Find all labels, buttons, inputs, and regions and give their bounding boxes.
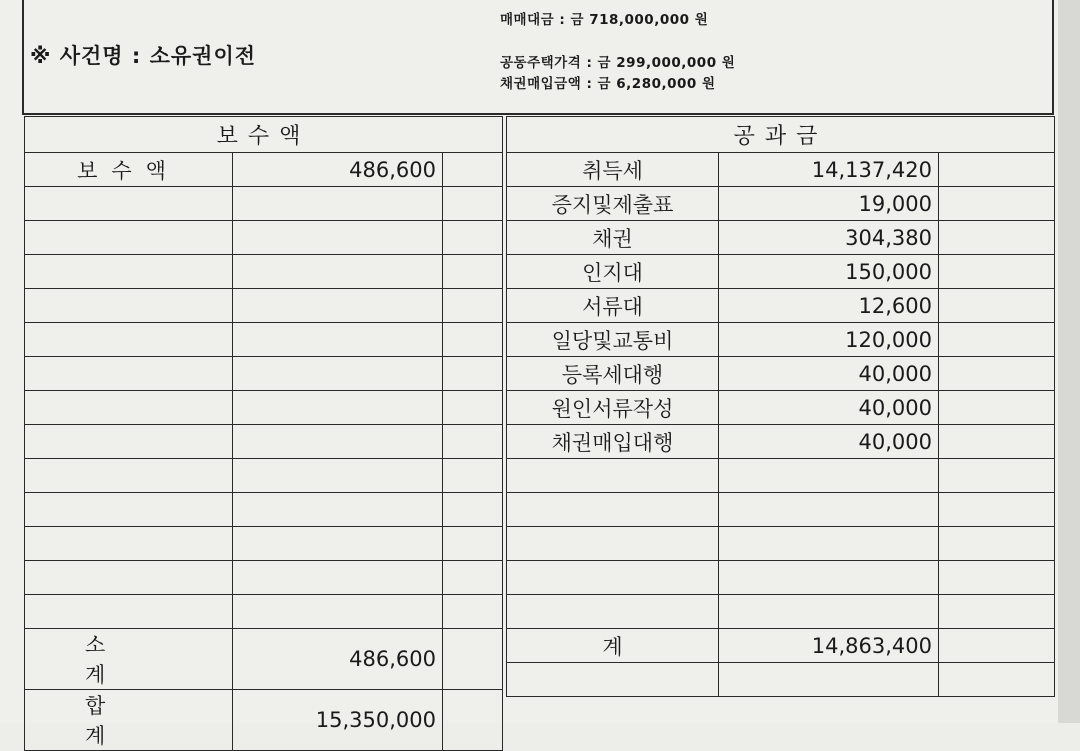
empty-cell	[25, 561, 233, 595]
table-row	[507, 187, 1055, 221]
table-row	[507, 221, 1055, 255]
tax-row-value: 12,600	[719, 289, 939, 323]
empty-cell	[719, 527, 939, 561]
tax-row-value: 40,000	[719, 391, 939, 425]
table-row	[25, 357, 503, 391]
table-row	[507, 561, 1055, 595]
tax-row-label: 취득세	[507, 153, 719, 187]
empty-cell	[443, 289, 503, 323]
grand-total-value: 15,350,000	[233, 690, 443, 751]
tax-row-label: 채권매입대행	[507, 425, 719, 459]
sale-price: 매매대금 : 금 718,000,000 원	[500, 12, 709, 28]
empty-cell	[939, 187, 1055, 221]
tax-row-label: 일당및교통비	[507, 323, 719, 357]
table-row	[25, 425, 503, 459]
table-row	[507, 663, 1055, 697]
empty-cell	[939, 663, 1055, 697]
empty-cell	[939, 493, 1055, 527]
table-row	[507, 255, 1055, 289]
empty-cell	[233, 391, 443, 425]
table-row	[25, 561, 503, 595]
empty-cell	[719, 561, 939, 595]
fee-table-title: 보수액	[25, 117, 503, 153]
empty-cell	[25, 459, 233, 493]
table-row	[25, 391, 503, 425]
empty-cell	[443, 255, 503, 289]
bond-amount: 채권매입금액 : 금 6,280,000 원	[500, 76, 716, 92]
empty-cell	[25, 255, 233, 289]
empty-cell	[443, 187, 503, 221]
empty-cell	[939, 153, 1055, 187]
empty-cell	[233, 493, 443, 527]
empty-cell	[719, 663, 939, 697]
empty-cell	[939, 425, 1055, 459]
table-row	[507, 527, 1055, 561]
empty-cell	[939, 221, 1055, 255]
empty-cell	[443, 595, 503, 629]
table-row	[25, 595, 503, 629]
empty-cell	[939, 255, 1055, 289]
table-row	[507, 323, 1055, 357]
fee-subtotal-label: 소 계	[25, 629, 233, 690]
empty-cell	[443, 493, 503, 527]
empty-cell	[507, 595, 719, 629]
table-row	[25, 187, 503, 221]
tax-row-value: 40,000	[719, 425, 939, 459]
empty-cell	[25, 595, 233, 629]
tax-row-value: 120,000	[719, 323, 939, 357]
empty-cell	[233, 527, 443, 561]
empty-cell	[507, 459, 719, 493]
empty-cell	[233, 255, 443, 289]
empty-cell	[507, 527, 719, 561]
empty-cell	[443, 153, 503, 187]
table-row	[507, 459, 1055, 493]
tax-row-label: 서류대	[507, 289, 719, 323]
tax-row-label: 채권	[507, 221, 719, 255]
empty-cell	[443, 391, 503, 425]
tax-total-label: 계	[507, 629, 719, 663]
empty-cell	[507, 561, 719, 595]
paper-edge	[1058, 0, 1080, 723]
tax-row-label: 인지대	[507, 255, 719, 289]
empty-cell	[25, 323, 233, 357]
table-row	[25, 289, 503, 323]
tax-row-value: 150,000	[719, 255, 939, 289]
table-row	[25, 493, 503, 527]
table-row	[507, 493, 1055, 527]
empty-cell	[25, 493, 233, 527]
grand-total-label: 합 계	[25, 690, 233, 751]
empty-cell	[443, 459, 503, 493]
table-row	[507, 629, 1055, 663]
empty-cell	[443, 221, 503, 255]
table-row	[507, 425, 1055, 459]
tax-table	[506, 116, 1055, 697]
tax-total-value: 14,863,400	[719, 629, 939, 663]
empty-cell	[25, 425, 233, 459]
empty-cell	[939, 629, 1055, 663]
empty-cell	[443, 561, 503, 595]
tax-row-value: 14,137,420	[719, 153, 939, 187]
empty-cell	[233, 459, 443, 493]
empty-cell	[939, 459, 1055, 493]
empty-cell	[233, 187, 443, 221]
table-row	[25, 459, 503, 493]
empty-cell	[939, 561, 1055, 595]
tax-row-label: 등록세대행	[507, 357, 719, 391]
fee-row-value: 486,600	[233, 153, 443, 187]
tax-row-value: 19,000	[719, 187, 939, 221]
empty-cell	[507, 663, 719, 697]
table-row	[25, 153, 503, 187]
tax-table-title: 공과금	[507, 117, 1055, 153]
fee-subtotal-value: 486,600	[233, 629, 443, 690]
table-row	[507, 391, 1055, 425]
empty-cell	[443, 527, 503, 561]
empty-cell	[443, 629, 503, 690]
empty-cell	[939, 527, 1055, 561]
empty-cell	[233, 323, 443, 357]
table-row	[507, 289, 1055, 323]
empty-cell	[939, 323, 1055, 357]
empty-cell	[25, 391, 233, 425]
tax-row-value: 304,380	[719, 221, 939, 255]
empty-cell	[233, 561, 443, 595]
empty-cell	[443, 690, 503, 751]
table-row	[507, 357, 1055, 391]
tax-row-label: 증지및제출표	[507, 187, 719, 221]
table-row	[25, 690, 503, 751]
empty-cell	[233, 289, 443, 323]
empty-cell	[443, 357, 503, 391]
table-row	[25, 221, 503, 255]
empty-cell	[25, 221, 233, 255]
empty-cell	[25, 357, 233, 391]
empty-cell	[25, 527, 233, 561]
housing-price: 공동주택가격 : 금 299,000,000 원	[500, 55, 736, 71]
table-row	[25, 255, 503, 289]
empty-cell	[507, 493, 719, 527]
empty-cell	[233, 425, 443, 459]
table-row	[507, 153, 1055, 187]
empty-cell	[719, 493, 939, 527]
table-row	[25, 527, 503, 561]
empty-cell	[939, 289, 1055, 323]
table-row	[507, 595, 1055, 629]
empty-cell	[939, 391, 1055, 425]
empty-cell	[719, 459, 939, 493]
table-row	[25, 323, 503, 357]
empty-cell	[719, 595, 939, 629]
tax-row-value: 40,000	[719, 357, 939, 391]
case-title: ※ 사건명 : 소유권이전	[30, 44, 257, 68]
empty-cell	[939, 595, 1055, 629]
empty-cell	[443, 323, 503, 357]
tax-row-label: 원인서류작성	[507, 391, 719, 425]
empty-cell	[233, 357, 443, 391]
empty-cell	[25, 187, 233, 221]
empty-cell	[25, 289, 233, 323]
fee-table	[24, 116, 503, 751]
empty-cell	[443, 425, 503, 459]
fee-row-label: 보수액	[25, 153, 233, 187]
empty-cell	[939, 357, 1055, 391]
empty-cell	[233, 595, 443, 629]
empty-cell	[233, 221, 443, 255]
table-row	[25, 629, 503, 690]
